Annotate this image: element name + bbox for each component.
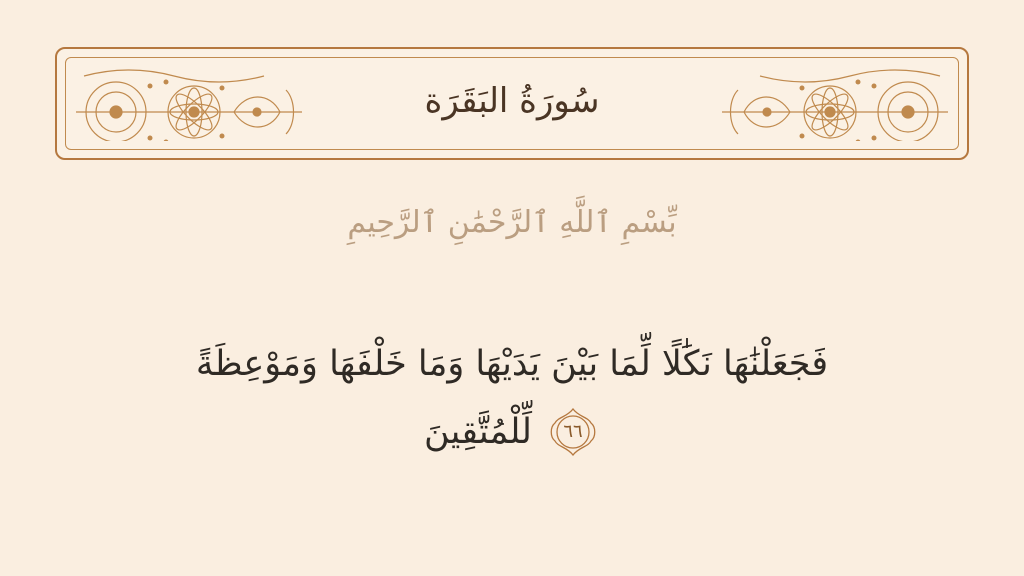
ayah-line-1: فَجَعَلْنَٰهَا نَكَٰلًا لِّمَا بَيْنَ يَدَيْهَا وَمَا خَلْفَهَا وَمَوْعِظَةً bbox=[195, 344, 829, 384]
ayah-line-2-row bbox=[70, 398, 954, 466]
ayah-line-2: لِّلْمُتَّقِينَ bbox=[424, 412, 532, 453]
ayah-number: ٦٦ bbox=[563, 420, 583, 442]
surah-header-inner-frame bbox=[65, 57, 959, 150]
surah-header-banner bbox=[55, 47, 969, 160]
ayah-marker-icon bbox=[546, 405, 600, 459]
basmala-text: بِّسْمِ ٱللَّهِ ٱلرَّحْمَٰنِ ٱلرَّحِيمِ bbox=[347, 205, 677, 240]
ornament-right bbox=[720, 66, 950, 141]
ornament-left bbox=[74, 66, 304, 141]
surah-title: سُورَةُ البَقَرَة bbox=[424, 80, 600, 121]
ayah-text-block bbox=[70, 330, 954, 467]
